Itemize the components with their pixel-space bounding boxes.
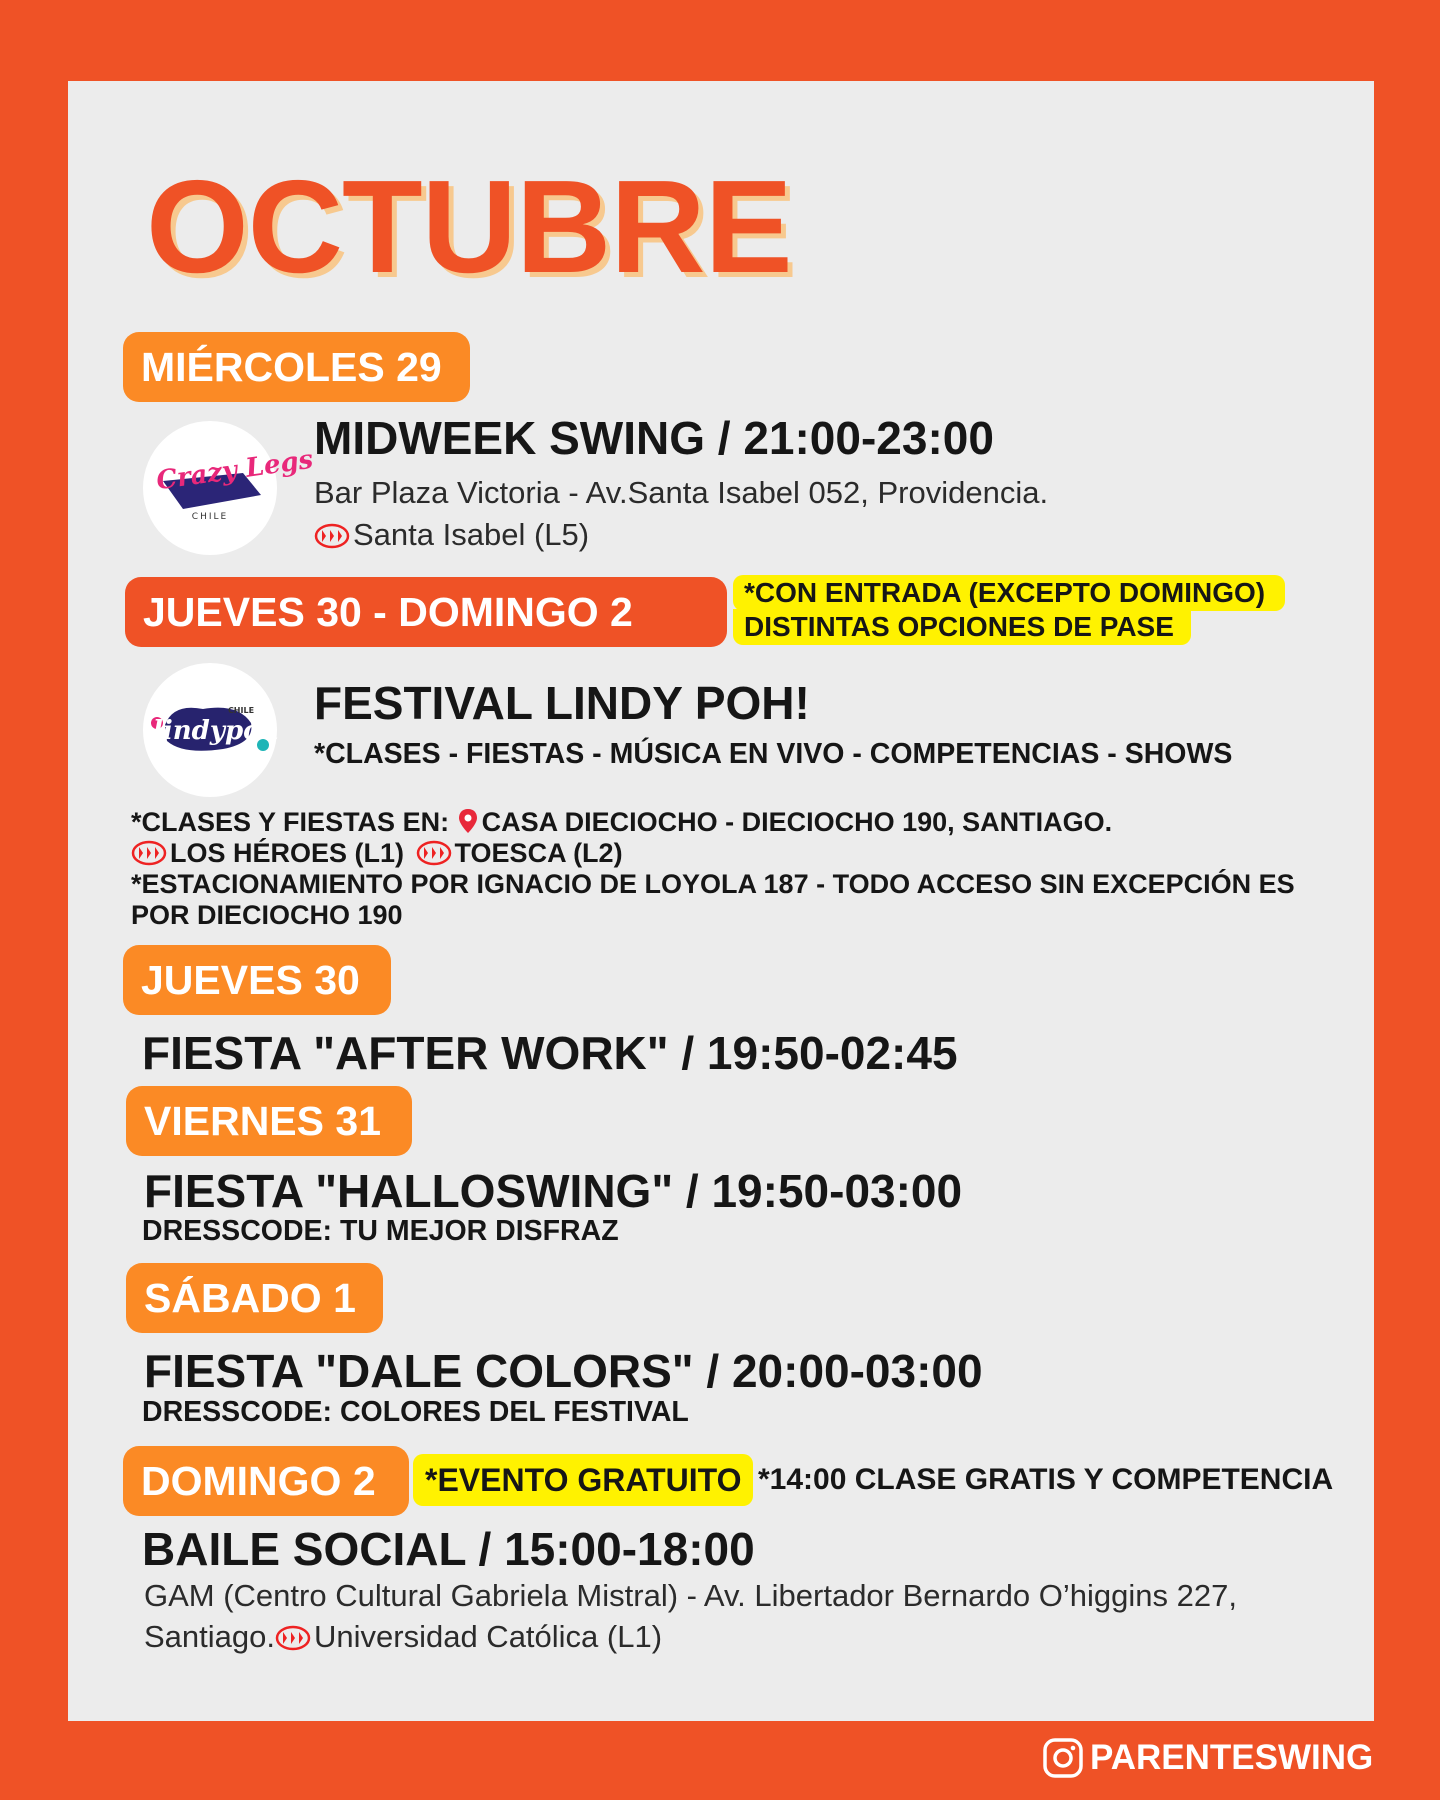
- event-address-midweek: Bar Plaza Victoria - Av.Santa Isabel 052, Providencia.: [314, 475, 1049, 510]
- domingo-note: *14:00 CLASE GRATIS Y COMPETENCIA: [758, 1463, 1334, 1496]
- location-pin-icon: [457, 807, 479, 835]
- event-card: [68, 81, 1374, 1721]
- lindy-poh-logo-text: lindypoh: [153, 716, 280, 746]
- festival-parking-line2: POR DIECIOCHO 190: [131, 900, 403, 930]
- date-badge-viernes: VIERNES 31: [126, 1086, 412, 1156]
- dresscode-viernes: DRESSCODE: TU MEJOR DISFRAZ: [142, 1215, 619, 1247]
- month-title: OCTUBRE: [146, 153, 792, 300]
- event-title-midweek: MIDWEEK SWING / 21:00-23:00: [314, 412, 994, 464]
- metro-icon: [314, 523, 350, 549]
- metro-icon: [275, 1625, 311, 1651]
- date-badge-jueves: JUEVES 30: [123, 945, 391, 1015]
- instagram-handle-text: PARENTESWING: [1090, 1738, 1374, 1777]
- instagram-icon: [1042, 1737, 1084, 1779]
- event-address-domingo-line1: GAM (Centro Cultural Gabriela Mistral) - Av. Libertador Bernardo O’higgins 227,: [144, 1578, 1237, 1613]
- date-badge-festival: JUEVES 30 - DOMINGO 2: [125, 577, 727, 647]
- instagram-handle[interactable]: [1042, 1737, 1373, 1779]
- svg-text:CHILE: CHILE: [227, 706, 255, 715]
- festival-note-line2: DISTINTAS OPCIONES DE PASE: [733, 609, 1191, 645]
- event-title-festival: FESTIVAL LINDY POH!: [314, 677, 810, 729]
- festival-subtitle: *CLASES - FIESTAS - MÚSICA EN VIVO - COMPETENCIAS - SHOWS: [314, 738, 1233, 770]
- date-badge-miercoles: MIÉRCOLES 29: [123, 332, 470, 402]
- event-title-jueves: FIESTA "AFTER WORK" / 19:50-02:45: [142, 1027, 958, 1079]
- free-event-tag: *EVENTO GRATUITO: [413, 1454, 753, 1506]
- event-title-domingo: BAILE SOCIAL / 15:00-18:00: [142, 1523, 755, 1575]
- date-badge-sabado: SÁBADO 1: [126, 1263, 383, 1333]
- event-address-domingo-line2: Santiago. Universidad Católica (L1): [144, 1619, 663, 1654]
- festival-location: *CLASES Y FIESTAS EN: CASA DIECIOCHO - DIECIOCHO 190, SANTIAGO.: [131, 807, 1113, 837]
- svg-text:CHILE: CHILE: [191, 512, 229, 522]
- date-badge-domingo: DOMINGO 2: [123, 1446, 409, 1516]
- metro-icon: [131, 840, 167, 866]
- festival-parking-line1: *ESTACIONAMIENTO POR IGNACIO DE LOYOLA 187 - TODO ACCESO SIN EXCEPCIÓN ES: [131, 869, 1295, 899]
- event-title-sabado: FIESTA "DALE COLORS" / 20:00-03:00: [144, 1345, 983, 1397]
- crazy-legs-logo-text: Crazy Legs: [154, 444, 315, 497]
- metro-icon: [416, 840, 452, 866]
- festival-note-line1: *CON ENTRADA (EXCEPTO DOMINGO): [733, 575, 1285, 611]
- event-metro-midweek: Santa Isabel (L5): [314, 514, 589, 555]
- festival-metro: LOS HÉROES (L1) TOESCA (L2): [131, 838, 623, 869]
- dresscode-sabado: DRESSCODE: COLORES DEL FESTIVAL: [142, 1396, 689, 1428]
- event-title-viernes: FIESTA "HALLOSWING" / 19:50-03:00: [144, 1165, 963, 1217]
- crazy-legs-logo: [143, 421, 315, 555]
- lindy-poh-logo: [143, 663, 280, 797]
